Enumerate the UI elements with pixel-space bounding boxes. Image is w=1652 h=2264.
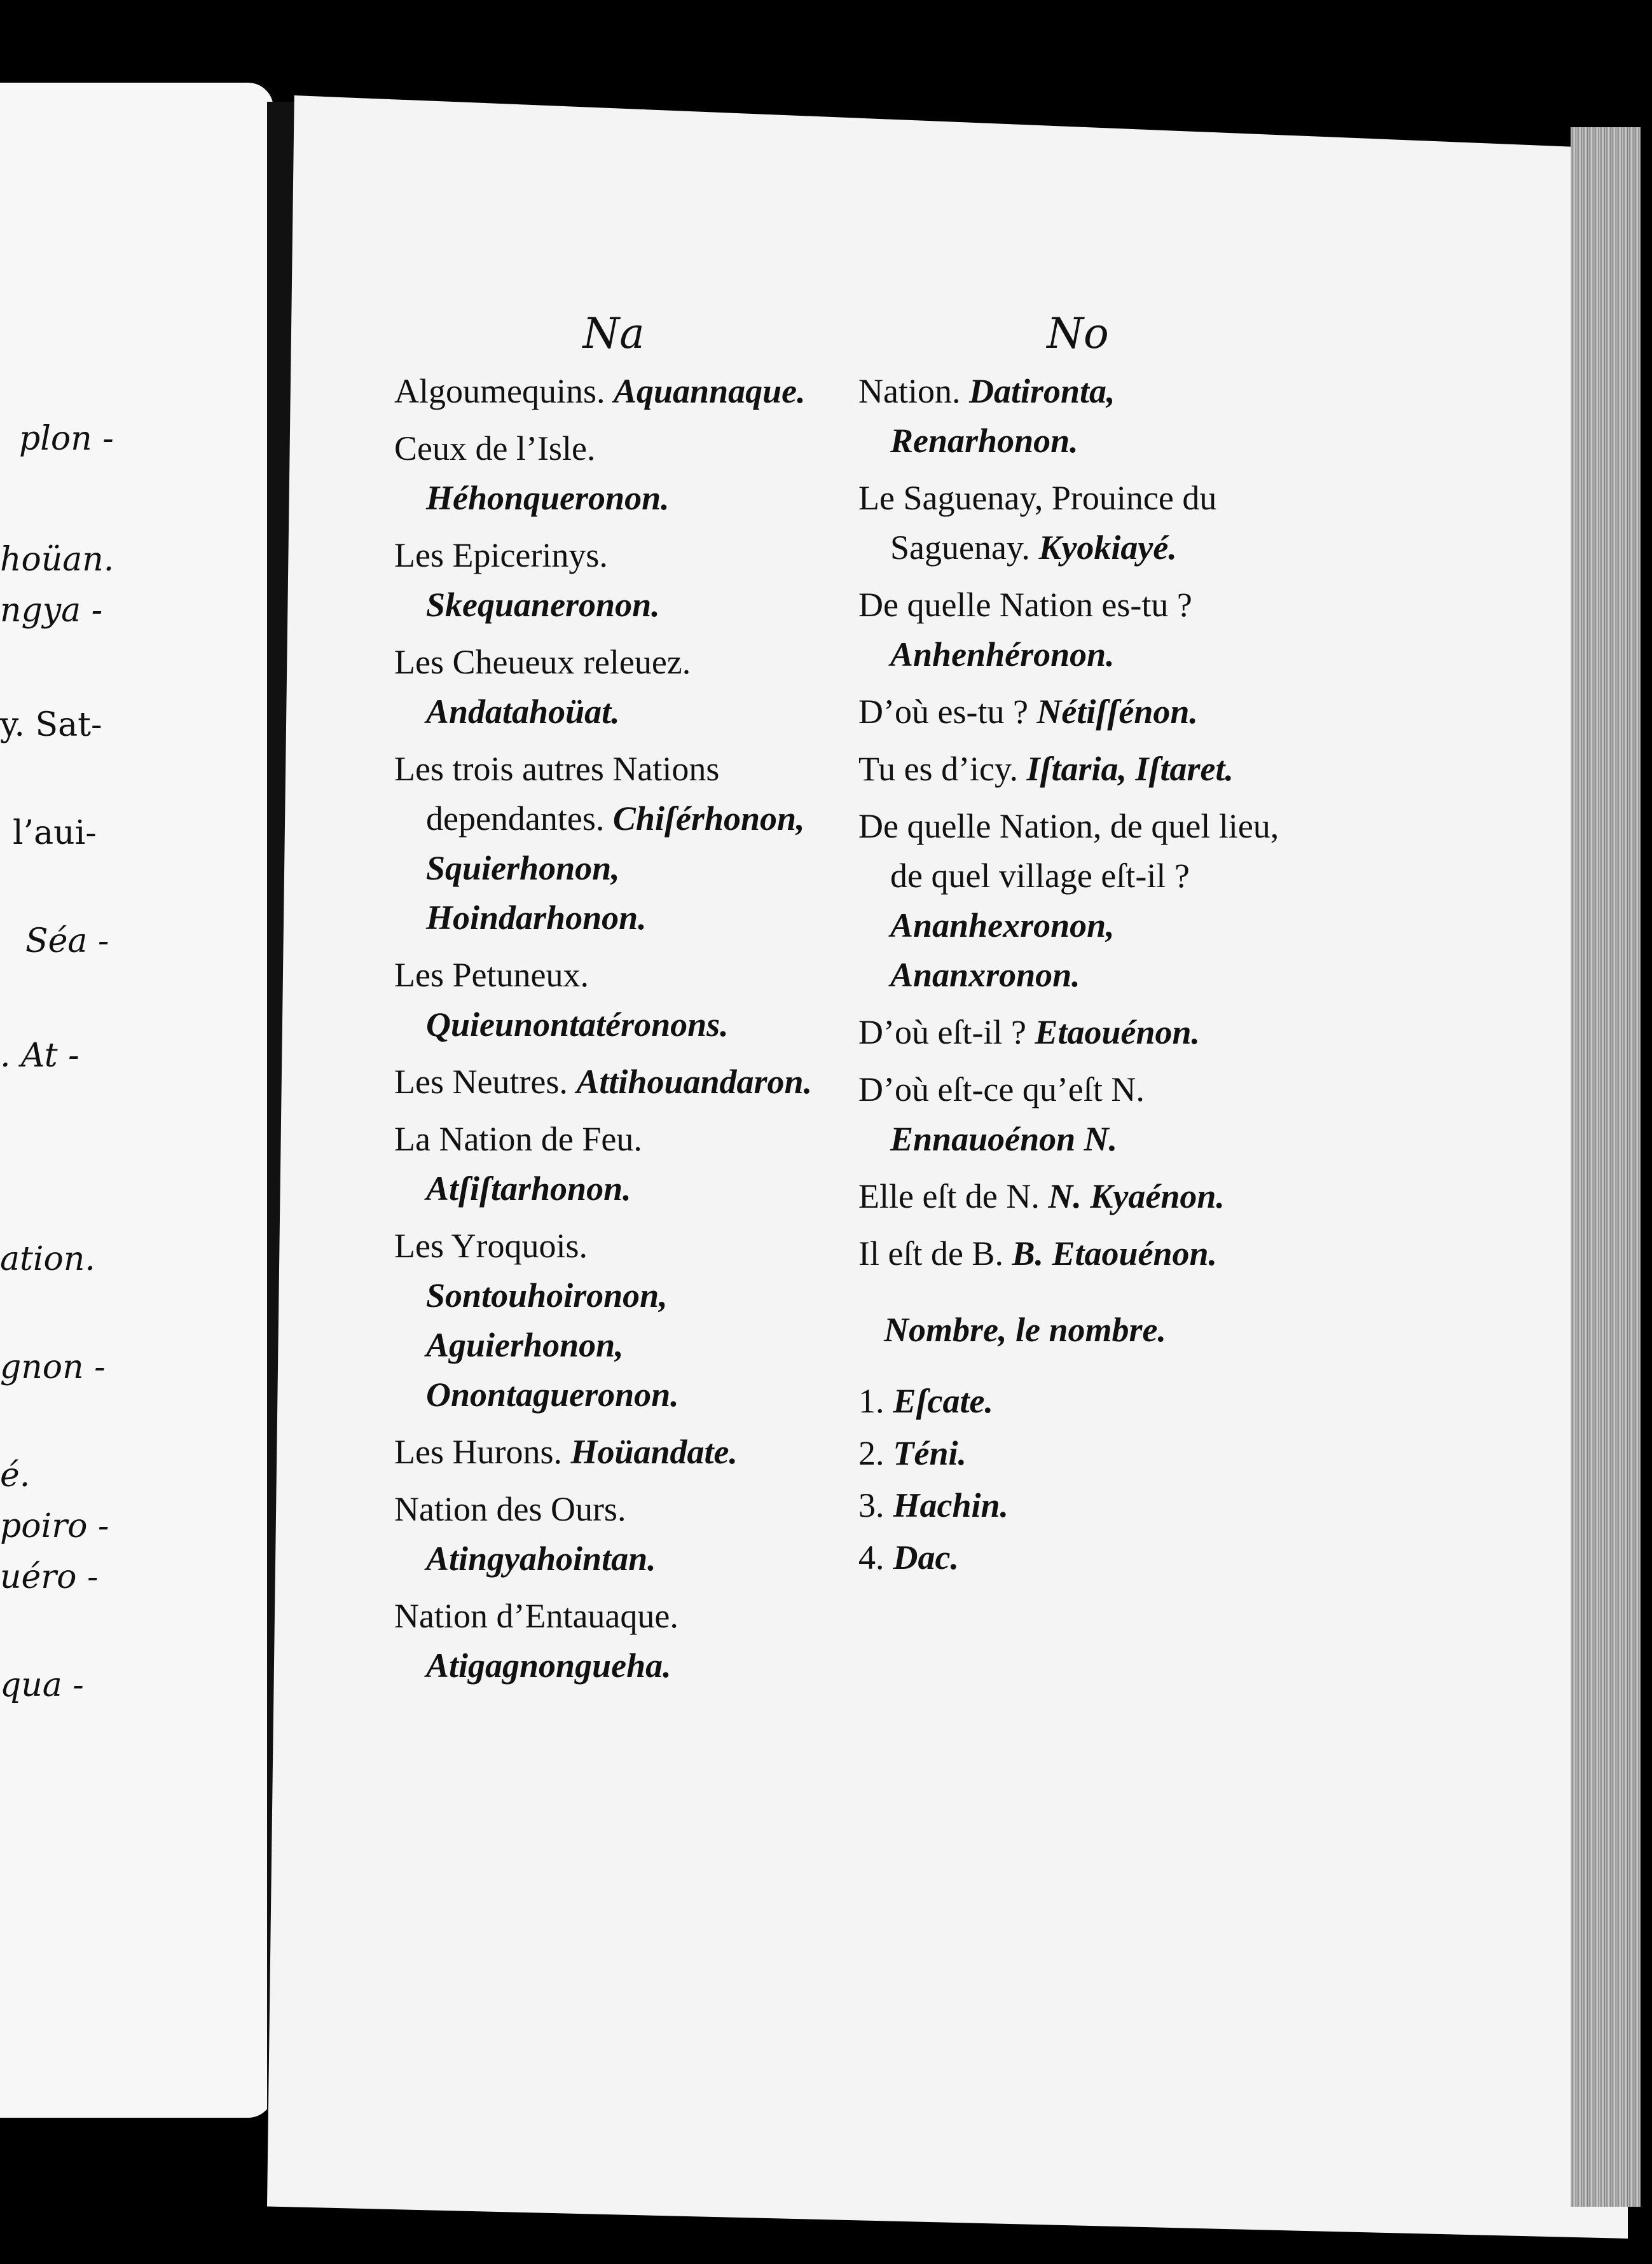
entry-list bbox=[394, 366, 833, 1690]
entry-translation: Nétiſſénon. bbox=[1036, 693, 1198, 731]
entry-translation: Atigagnongueha. bbox=[426, 1646, 671, 1685]
entry-translation: Quieunontatéronons. bbox=[426, 1005, 729, 1044]
left-page bbox=[0, 83, 273, 2118]
left-fragment: uéro - bbox=[0, 1558, 99, 1596]
entry-translation: Iſtaria, Iſtaret. bbox=[1026, 750, 1234, 788]
dictionary-entry bbox=[394, 744, 833, 942]
entry-translation: Atingyahointan. bbox=[426, 1540, 656, 1578]
entry-translation: N. Kyaénon. bbox=[1048, 1177, 1225, 1215]
left-fragment: l’aui- bbox=[13, 814, 97, 852]
entry-term: Ceux de l’Isle. bbox=[394, 429, 596, 467]
dictionary-entry bbox=[394, 950, 833, 1049]
dictionary-entry bbox=[858, 801, 1297, 1000]
entry-term: Les trois autres Nations dependantes. bbox=[394, 750, 720, 838]
entry-term: De quelle Nation es-tu ? bbox=[858, 586, 1192, 624]
entry-translation: Sontouhoironon, Aguierhonon, Onontagueronon. bbox=[426, 1276, 679, 1414]
entry-translation: Skequaneronon. bbox=[426, 586, 660, 624]
dictionary-entry bbox=[858, 580, 1297, 679]
dictionary-entry bbox=[858, 1007, 1297, 1057]
column-heading: Na bbox=[582, 309, 645, 358]
entry-translation: Datironta, Renarhonon. bbox=[890, 372, 1115, 460]
entry-translation: Ananhexronon, Ananxronon. bbox=[890, 906, 1115, 994]
entry-translation: Atſiſtarhonon. bbox=[426, 1170, 631, 1208]
entry-translation: B. Etaouénon. bbox=[1012, 1234, 1218, 1273]
dictionary-entry bbox=[858, 1065, 1297, 1164]
entry-term: Les Cheueux releuez. bbox=[394, 643, 691, 681]
entry-translation: Etaouénon. bbox=[1035, 1013, 1201, 1051]
entry-term: Les Petuneux. bbox=[394, 956, 589, 994]
number-word: Eſcate. bbox=[893, 1382, 993, 1420]
entry-term: Tu es d’icy. bbox=[858, 750, 1019, 788]
entry-term: Le Saguenay, Prouince du Saguenay. bbox=[858, 479, 1217, 567]
entry-list bbox=[858, 366, 1297, 1278]
entry-term: Elle eſt de N. bbox=[858, 1177, 1040, 1215]
entry-term: D’où es-tu ? bbox=[858, 693, 1028, 731]
number-digit: 4. bbox=[858, 1538, 885, 1577]
left-fragment: ation. bbox=[0, 1240, 95, 1278]
number-item bbox=[858, 1479, 1297, 1531]
number-item bbox=[858, 1375, 1297, 1427]
number-word: Téni. bbox=[893, 1434, 967, 1472]
dictionary-entry bbox=[394, 1221, 833, 1419]
entry-term: Algoumequins. bbox=[394, 372, 605, 410]
dictionary-entry bbox=[394, 424, 833, 523]
number-list bbox=[858, 1375, 1297, 1584]
page-edges bbox=[1571, 127, 1641, 2207]
left-fragment: qua - bbox=[0, 1666, 84, 1704]
entry-term: Nation. bbox=[858, 372, 961, 410]
left-fragment: plon - bbox=[19, 420, 114, 458]
column-heading: No bbox=[1047, 309, 1109, 358]
left-fragment: ngya - bbox=[0, 591, 103, 630]
entry-term: Les Yroquois. bbox=[394, 1227, 588, 1265]
left-fragment: hoüan. bbox=[0, 541, 114, 579]
number-digit: 2. bbox=[858, 1434, 885, 1472]
entry-term: Les Epicerinys. bbox=[394, 536, 608, 574]
number-item bbox=[858, 1531, 1297, 1584]
left-fragment: poiro - bbox=[0, 1507, 109, 1545]
number-digit: 3. bbox=[858, 1486, 885, 1524]
entry-translation: Anhenhéronon. bbox=[890, 635, 1115, 673]
entry-translation: Kyokiayé. bbox=[1038, 528, 1177, 567]
left-fragment: . At - bbox=[0, 1037, 79, 1075]
entry-term: Les Neutres. bbox=[394, 1063, 568, 1101]
entry-term: La Nation de Feu. bbox=[394, 1120, 642, 1158]
dictionary-entry bbox=[394, 1484, 833, 1584]
entry-translation: Aquannaque. bbox=[614, 372, 806, 410]
entry-term: De quelle Nation, de quel lieu, de quel village eſt-il ? bbox=[858, 807, 1279, 895]
entry-translation: Attihouandaron. bbox=[576, 1063, 813, 1101]
entry-term: Les Hurons. bbox=[394, 1433, 562, 1471]
entry-translation: Hoüandate. bbox=[570, 1433, 738, 1471]
left-fragment: gnon - bbox=[0, 1348, 106, 1386]
entry-term: D’où eſt-il ? bbox=[858, 1013, 1026, 1051]
entry-term: Nation des Ours. bbox=[394, 1490, 626, 1528]
number-digit: 1. bbox=[858, 1382, 885, 1420]
entry-term: D’où eſt-ce qu’eſt N. bbox=[858, 1070, 1145, 1108]
entry-term: Nation d’Entauaque. bbox=[394, 1597, 678, 1635]
left-fragment: y. Sat- bbox=[0, 706, 102, 744]
entry-translation: Héhonqueronon. bbox=[426, 479, 670, 517]
entry-translation: Andatahoüat. bbox=[426, 693, 620, 731]
entry-translation: Chiſérhonon, Squierhonon, Hoindarhonon. bbox=[426, 799, 805, 937]
dictionary-entry bbox=[858, 744, 1297, 794]
number-word: Dac. bbox=[893, 1538, 959, 1577]
dictionary-entry bbox=[858, 366, 1297, 466]
number-word: Hachin. bbox=[893, 1486, 1009, 1524]
dictionary-entry bbox=[858, 473, 1297, 572]
dictionary-entry bbox=[394, 637, 833, 736]
left-fragment: Séa - bbox=[25, 922, 109, 960]
entry-term: Il eſt de B. bbox=[858, 1234, 1003, 1273]
left-fragment: é. bbox=[0, 1456, 31, 1494]
column-na bbox=[394, 305, 833, 1698]
dictionary-entry bbox=[394, 1114, 833, 1213]
number-item bbox=[858, 1427, 1297, 1479]
dictionary-entry bbox=[394, 530, 833, 630]
entry-translation: Ennauoénon N. bbox=[890, 1120, 1118, 1158]
column-no bbox=[858, 305, 1297, 1584]
dictionary-entry bbox=[858, 1171, 1297, 1221]
dictionary-entry bbox=[858, 1229, 1297, 1278]
dictionary-entry bbox=[394, 1427, 833, 1477]
dictionary-entry bbox=[858, 687, 1297, 736]
section-title: Nombre, le nombre. bbox=[884, 1311, 1166, 1349]
dictionary-entry bbox=[394, 366, 833, 416]
dictionary-entry bbox=[394, 1057, 833, 1107]
dictionary-entry bbox=[394, 1591, 833, 1690]
